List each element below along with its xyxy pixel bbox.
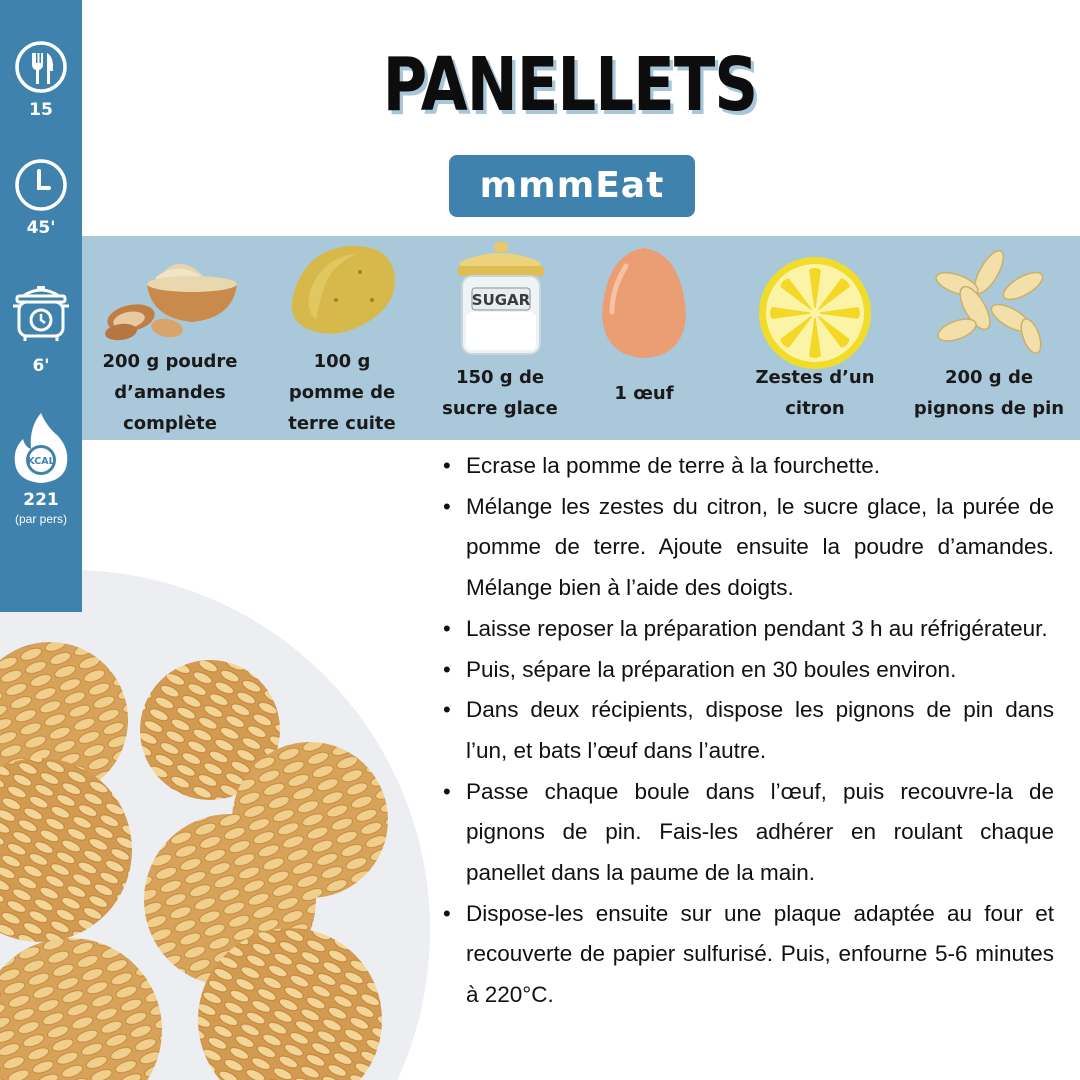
pine-nuts-icon: [927, 242, 1051, 354]
ingredient-pine-nuts: [900, 236, 1078, 440]
label-line: d’amandes: [114, 382, 226, 403]
step-item: • Passe chaque boule dans l’œuf, puis recouvre-la de pignons de pin. Fais-les adhérer en roulant chaque panellet dans la paume de la main.: [440, 772, 1054, 894]
ingredient-almond: [90, 236, 250, 440]
recipe-title: PANELLETS: [382, 42, 758, 128]
label-line: pomme de: [288, 382, 396, 403]
calories-info: [0, 410, 82, 526]
fork-knife-icon: [14, 40, 68, 94]
ingredient-label: [740, 362, 890, 424]
lemon-icon: [756, 254, 874, 372]
label-line: 150 g de: [455, 367, 545, 388]
recipe-info-sidebar: [0, 0, 82, 612]
brand-logo: mmmEat: [449, 155, 695, 217]
panellets-photo: [0, 570, 430, 1080]
servings-info: [0, 40, 82, 120]
ingredient-label: [574, 378, 714, 409]
ingredient-label: [90, 346, 250, 439]
panellets-illustration: [0, 570, 430, 1080]
label-line: pignons de pin: [913, 398, 1065, 419]
kcal-flame-icon: [11, 410, 71, 486]
label-line: terre cuite: [288, 413, 396, 434]
sugar-jar-icon: [446, 240, 554, 360]
label-line: sucre glace: [442, 398, 558, 419]
time-info: [0, 158, 82, 238]
label-line: citron: [785, 398, 845, 419]
label-line: 100 g: [313, 351, 371, 372]
potato-icon: [286, 242, 398, 342]
egg-icon: [598, 244, 690, 362]
cooking-pot-icon: [9, 282, 73, 344]
calories-unit: (par pers): [14, 512, 67, 526]
preparation-steps: [440, 446, 1054, 1016]
cook-time-info: [0, 282, 82, 376]
label-line: 200 g de: [944, 367, 1034, 388]
sugar-jar-label: SUGAR: [471, 291, 531, 309]
label-line: 1 œuf: [614, 383, 674, 404]
almond-powder-icon: [95, 248, 245, 348]
ingredient-label: [900, 362, 1078, 424]
time-value: 45': [26, 218, 56, 238]
step-item: • Laisse reposer la préparation pendant 3 h au réfrigérateur.: [440, 609, 1054, 650]
step-item: • Puis, sépare la préparation en 30 boules environ.: [440, 650, 1054, 691]
ingredient-lemon: [740, 236, 890, 440]
ingredient-egg: [574, 236, 714, 440]
ingredient-potato: [262, 236, 422, 440]
label-line: 200 g poudre: [102, 351, 238, 372]
label-line: complète: [123, 413, 217, 434]
ingredient-label: [430, 362, 570, 424]
kcal-badge-text: KCAL: [27, 456, 55, 467]
label-line: Zestes d’un: [755, 367, 875, 388]
step-item: • Dans deux récipients, dispose les pignons de pin dans l’un, et bats l’œuf dans l’autre.: [440, 690, 1054, 771]
step-item: • Ecrase la pomme de terre à la fourchette.: [440, 446, 1054, 487]
cook-time-value: 6': [32, 356, 50, 376]
ingredient-sugar: [430, 236, 570, 440]
step-item: • Dispose-les ensuite sur une plaque adaptée au four et recouverte de papier sulfurisé. Puis, enfourne 5-6 minutes à 220°C.: [440, 894, 1054, 1016]
step-item: • Mélange les zestes du citron, le sucre glace, la purée de pomme de terre. Ajoute ensuite la poudre d’amandes. Mélange bien à l’aide des doigts.: [440, 487, 1054, 609]
clock-icon: [14, 158, 68, 212]
ingredient-label: [262, 346, 422, 439]
servings-value: 15: [29, 100, 53, 120]
calories-value: 221: [23, 490, 59, 510]
